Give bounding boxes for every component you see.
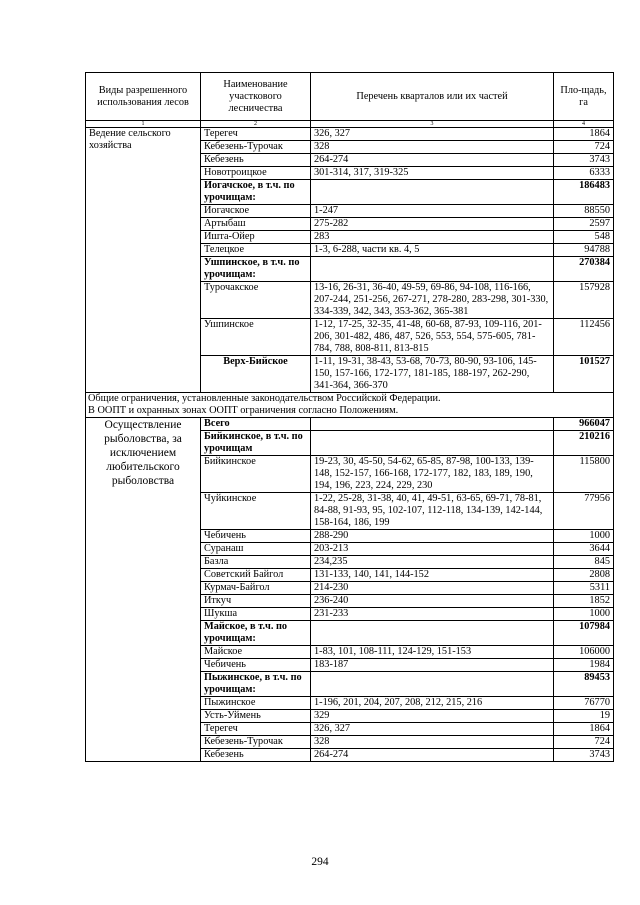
quarters-list: 328: [311, 141, 554, 154]
col-number-3: 3: [311, 121, 554, 128]
forestry-name: Чуйкинское: [201, 493, 311, 530]
area-value: 724: [554, 141, 614, 154]
forestry-name: Телецкое: [201, 244, 311, 257]
area-value: 106000: [554, 646, 614, 659]
forestry-name-subtotal: Пыжинское, в т.ч. по урочищам:: [201, 672, 311, 697]
quarters-list: [311, 180, 554, 205]
quarters-list: 1-22, 25-28, 31-38, 40, 41, 49-51, 63-65, 69-71, 78-81, 84-88, 91-93, 95, 102-107, 112-118, 134-139, 142-144, 158-164, 186, 199: [311, 493, 554, 530]
area-value: 5311: [554, 582, 614, 595]
header-forestry-name: Наименование участкового лесничества: [201, 73, 311, 121]
quarters-list: 131-133, 140, 141, 144-152: [311, 569, 554, 582]
quarters-list: [311, 257, 554, 282]
col-number-4: 4: [554, 121, 614, 128]
area-value: 19: [554, 710, 614, 723]
area-value: 1000: [554, 530, 614, 543]
area-value: 1864: [554, 128, 614, 141]
area-value-subtotal: 270384: [554, 257, 614, 282]
forestry-name-subtotal: Иогачское, в т.ч. по урочищам:: [201, 180, 311, 205]
area-value-subtotal: 89453: [554, 672, 614, 697]
forestry-name: Терегеч: [201, 128, 311, 141]
area-value: 6333: [554, 167, 614, 180]
forestry-name: Усть-Уймень: [201, 710, 311, 723]
forestry-name: Курмач-Байгол: [201, 582, 311, 595]
area-value: 157928: [554, 282, 614, 319]
quarters-list: 275-282: [311, 218, 554, 231]
forest-use-table: [85, 72, 614, 762]
quarters-list: 288-290: [311, 530, 554, 543]
forestry-name: Кебезень-Турочак: [201, 141, 311, 154]
forestry-name-subtotal: Майское, в т.ч. по урочищам:: [201, 621, 311, 646]
forestry-name: Базла: [201, 556, 311, 569]
quarters-list: 1-247: [311, 205, 554, 218]
quarters-list: [311, 418, 554, 431]
general-restrictions-row: [86, 393, 614, 418]
quarters-list: 234,235: [311, 556, 554, 569]
header-area: Пло-щадь, га: [554, 73, 614, 121]
quarters-list: 19-23, 30, 45-50, 54-62, 65-85, 87-98, 100-133, 139-148, 152-157, 166-168, 172-177, 182, 183, 189, 190, 194, 196, 223, 224, 229, 230: [311, 456, 554, 493]
area-value: 548: [554, 231, 614, 244]
area-value: 3644: [554, 543, 614, 556]
quarters-list: [311, 431, 554, 456]
header-use-type: Виды разрешенного использования лесов: [86, 73, 201, 121]
quarters-list: 329: [311, 710, 554, 723]
quarters-list: 214-230: [311, 582, 554, 595]
area-value: 76770: [554, 697, 614, 710]
forestry-name: Иткуч: [201, 595, 311, 608]
quarters-list: 1-3, 6-288, части кв. 4, 5: [311, 244, 554, 257]
area-value: 1852: [554, 595, 614, 608]
quarters-list: 13-16, 26-31, 36-40, 49-59, 69-86, 94-108, 116-166, 207-244, 251-256, 267-271, 278-280, 283-298, 301-330, 334-339, 342, 343, 353-362, 365-381: [311, 282, 554, 319]
col-number-2: 2: [201, 121, 311, 128]
area-value: 1000: [554, 608, 614, 621]
quarters-list: 283: [311, 231, 554, 244]
use-type-fishing: Осуществление рыболовства, за исключением любительского рыболовства: [86, 418, 201, 762]
quarters-list: 1-12, 17-25, 32-35, 41-48, 60-68, 87-93, 109-116, 201-206, 301-482, 486, 487, 526, 553, 554, 575-605, 781-784, 788, 808-811, 813-815: [311, 319, 554, 356]
forestry-name: Кебезень: [201, 154, 311, 167]
col-number-1: 1: [86, 121, 201, 128]
forestry-name: Майское: [201, 646, 311, 659]
quarters-list: 301-314, 317, 319-325: [311, 167, 554, 180]
quarters-list: 236-240: [311, 595, 554, 608]
forestry-name-total: Всего: [201, 418, 311, 431]
general-restrictions-line1: Общие ограничения, установленные законодательством Российской Федерации.: [88, 393, 441, 404]
area-value-subtotal: 107984: [554, 621, 614, 646]
quarters-list: [311, 621, 554, 646]
area-value-subtotal: 101527: [554, 356, 614, 393]
quarters-list: 326, 327: [311, 128, 554, 141]
forestry-name: Шукша: [201, 608, 311, 621]
area-value: 112456: [554, 319, 614, 356]
quarters-list: 326, 327: [311, 723, 554, 736]
column-number-row: [86, 121, 614, 128]
forestry-name: Чебичень: [201, 659, 311, 672]
area-value: 1984: [554, 659, 614, 672]
forestry-name: Иогачское: [201, 205, 311, 218]
forestry-name-subtotal: Ушпинское, в т.ч. по урочищам:: [201, 257, 311, 282]
table-header-row: [86, 73, 614, 121]
quarters-list: 1-196, 201, 204, 207, 208, 212, 215, 216: [311, 697, 554, 710]
area-value: 724: [554, 736, 614, 749]
area-value: 2808: [554, 569, 614, 582]
quarters-list: 1-11, 19-31, 38-43, 53-68, 70-73, 80-90, 93-106, 145-150, 157-166, 172-177, 181-185, 188-197, 262-290, 341-364, 366-370: [311, 356, 554, 393]
area-value: 3743: [554, 154, 614, 167]
forestry-name: Кебезень-Турочак: [201, 736, 311, 749]
forestry-name: Чебичень: [201, 530, 311, 543]
quarters-list: 264-274: [311, 154, 554, 167]
area-value: 1864: [554, 723, 614, 736]
area-value: 77956: [554, 493, 614, 530]
area-value: 3743: [554, 749, 614, 762]
quarters-list: 203-213: [311, 543, 554, 556]
forestry-name-subtotal: Верх-Бийское: [201, 356, 311, 393]
forestry-name-subtotal: Бийкинское, в т.ч. по урочищам: [201, 431, 311, 456]
page-number: 294: [311, 856, 329, 868]
forestry-name: Советский Байгол: [201, 569, 311, 582]
forestry-name: Новотроицкое: [201, 167, 311, 180]
area-value-subtotal: 210216: [554, 431, 614, 456]
table-row: [86, 128, 614, 141]
quarters-list: 1-83, 101, 108-111, 124-129, 151-153: [311, 646, 554, 659]
quarters-list: 183-187: [311, 659, 554, 672]
quarters-list: 264-274: [311, 749, 554, 762]
forestry-name: Артыбаш: [201, 218, 311, 231]
area-value: 115800: [554, 456, 614, 493]
area-value-total: 966047: [554, 418, 614, 431]
use-type-agriculture: Ведение сельского хозяйства: [86, 128, 201, 393]
forestry-name: Кебезень: [201, 749, 311, 762]
area-value-subtotal: 186483: [554, 180, 614, 205]
forestry-name: Пыжинское: [201, 697, 311, 710]
area-value: 94788: [554, 244, 614, 257]
quarters-list: 328: [311, 736, 554, 749]
forestry-name: Ишта-Ойер: [201, 231, 311, 244]
area-value: 88550: [554, 205, 614, 218]
quarters-list: 231-233: [311, 608, 554, 621]
header-quarters: Перечень кварталов или их частей: [311, 73, 554, 121]
area-value: 2597: [554, 218, 614, 231]
forestry-name: Суранаш: [201, 543, 311, 556]
quarters-list: [311, 672, 554, 697]
forestry-name: Турочакское: [201, 282, 311, 319]
forestry-name: Терегеч: [201, 723, 311, 736]
table-row-total: [86, 418, 614, 431]
area-value: 845: [554, 556, 614, 569]
general-restrictions: [86, 393, 614, 418]
general-restrictions-line2: В ООПТ и охранных зонах ООПТ ограничения согласно Положениям.: [88, 405, 399, 416]
forestry-name: Ушпинское: [201, 319, 311, 356]
forestry-name: Бийкинское: [201, 456, 311, 493]
